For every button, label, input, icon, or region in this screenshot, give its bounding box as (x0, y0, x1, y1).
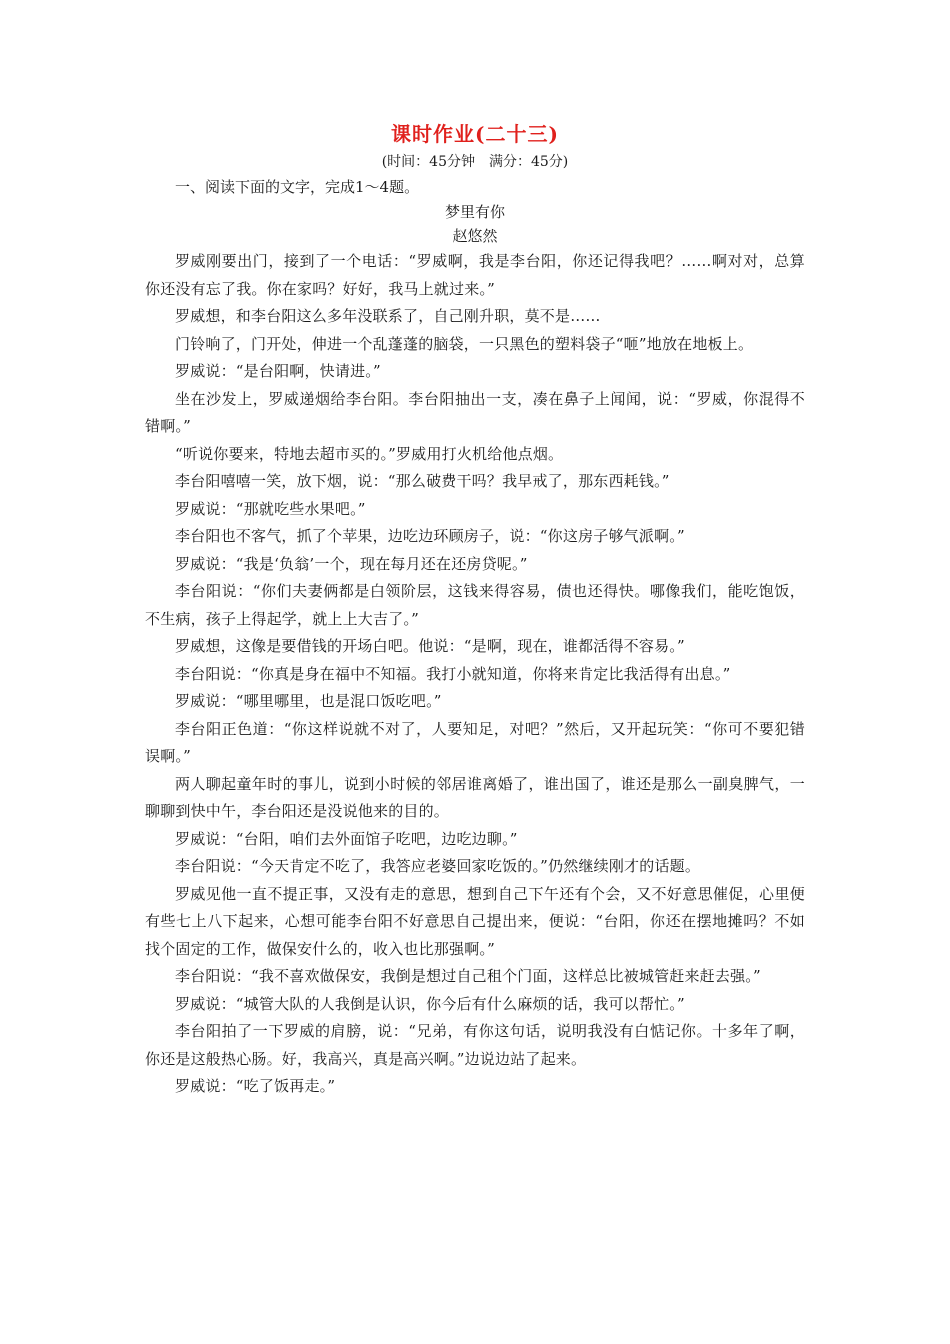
story-paragraph: 罗威说：“吃了饭再走。” (175, 1077, 336, 1095)
story-paragraph: 李台阳嘻嘻一笑，放下烟，说：“那么破费干吗？我早戒了，那东西耗钱。” (175, 472, 670, 490)
story-paragraph: 李台阳正色道：“你这样说就不对了，人要知足，对吧？”然后，又开起玩笑：“你可不要犯错误啊。” (145, 719, 805, 765)
story-title: 梦里有你 (444, 203, 505, 221)
story-paragraph: 李台阳说：“今天肯定不吃了，我答应老婆回家吃饭的。”仍然继续刚才的话题。 (175, 857, 701, 875)
story-paragraph: 罗威说：“哪里哪里，也是混口饭吃吧。” (175, 692, 442, 710)
story-body (145, 248, 805, 1101)
story-paragraph: 坐在沙发上，罗威递烟给李台阳。李台阳抽出一支，凑在鼻子上闻闻，说：“罗威，你混得不错啊。” (145, 389, 805, 435)
section-instruction: 一、阅读下面的文字，完成1～4题。 (175, 178, 420, 196)
story-paragraph: 李台阳也不客气，抓了个苹果，边吃边环顾房子，说：“你这房子够气派啊。” (175, 527, 685, 545)
document-page (145, 120, 805, 1101)
story-paragraph: 罗威见他一直不提正事，又没有走的意思，想到自己下午还有个会，又不好意思催促，心里便有些七上八下起来，心想可能李台阳不好意思自己提出来，便说：“台阳，你还在摆地摊吗？不如找个固定的工作，做保安什么的，收入也比那强啊。” (145, 884, 805, 958)
story-paragraph: 李台阳说：“你真是身在福中不知福。我打小就知道，你将来肯定比我活得有出息。” (175, 664, 731, 683)
story-paragraph: “听说你要来，特地去超市买的。”罗威用打火机给他点烟。 (175, 444, 564, 463)
story-paragraph: 李台阳说：“你们夫妻俩都是白领阶层，这钱来得容易，债也还得快。哪像我们，能吃饱饭，不生病，孩子上得起学，就上上大吉了。” (145, 582, 805, 628)
story-paragraph: 罗威说：“那就吃些水果吧。” (175, 499, 366, 518)
story-paragraph: 罗威想，这像是要借钱的开场白吧。他说：“是啊，现在，谁都活得不容易。” (175, 637, 685, 655)
story-paragraph: 李台阳拍了一下罗威的肩膀，说：“兄弟，有你这句话，说明我没有白惦记你。十多年了啊，你还是这般热心肠。好，我高兴，真是高兴啊。”边说边站了起来。 (145, 1022, 805, 1068)
story-paragraph: 罗威刚要出门，接到了一个电话：“罗威啊，我是李台阳，你还记得我吧？……啊对对，总算你还没有忘了我。你在家吗？好好，我马上就过来。” (145, 252, 805, 298)
story-paragraph: 罗威说：“城管大队的人我倒是认识，你今后有什么麻烦的话，我可以帮忙。” (175, 994, 685, 1013)
story-paragraph: 罗威说：“我是‘负翁’一个，现在每月还在还房贷呢。” (175, 554, 528, 573)
story-paragraph: 门铃响了，门开处，伸进一个乱蓬蓬的脑袋，一只黑色的塑料袋子“咂”地放在地板上。 (175, 334, 754, 353)
time-score-info: (时间：45分钟 满分：45分) (381, 154, 569, 170)
story-paragraph: 罗威说：“是台阳啊，快请进。” (175, 362, 381, 380)
story-paragraph: 两人聊起童年时的事儿，说到小时候的邻居谁离婚了，谁出国了，谁还是那么一副臭脾气，一聊聊到快中午，李台阳还是没说他来的目的。 (145, 774, 805, 820)
story-author: 赵悠然 (452, 227, 498, 245)
page-title: 课时作业(二十三) (391, 122, 559, 146)
story-paragraph: 罗威说：“台阳，咱们去外面馆子吃吧，边吃边聊。” (175, 829, 518, 848)
story-paragraph: 李台阳说：“我不喜欢做保安，我倒是想过自己租个门面，这样总比被城管赶来赶去强。” (175, 967, 761, 985)
story-paragraph: 罗威想，和李台阳这么多年没联系了，自己刚升职，莫不是…… (175, 307, 601, 325)
